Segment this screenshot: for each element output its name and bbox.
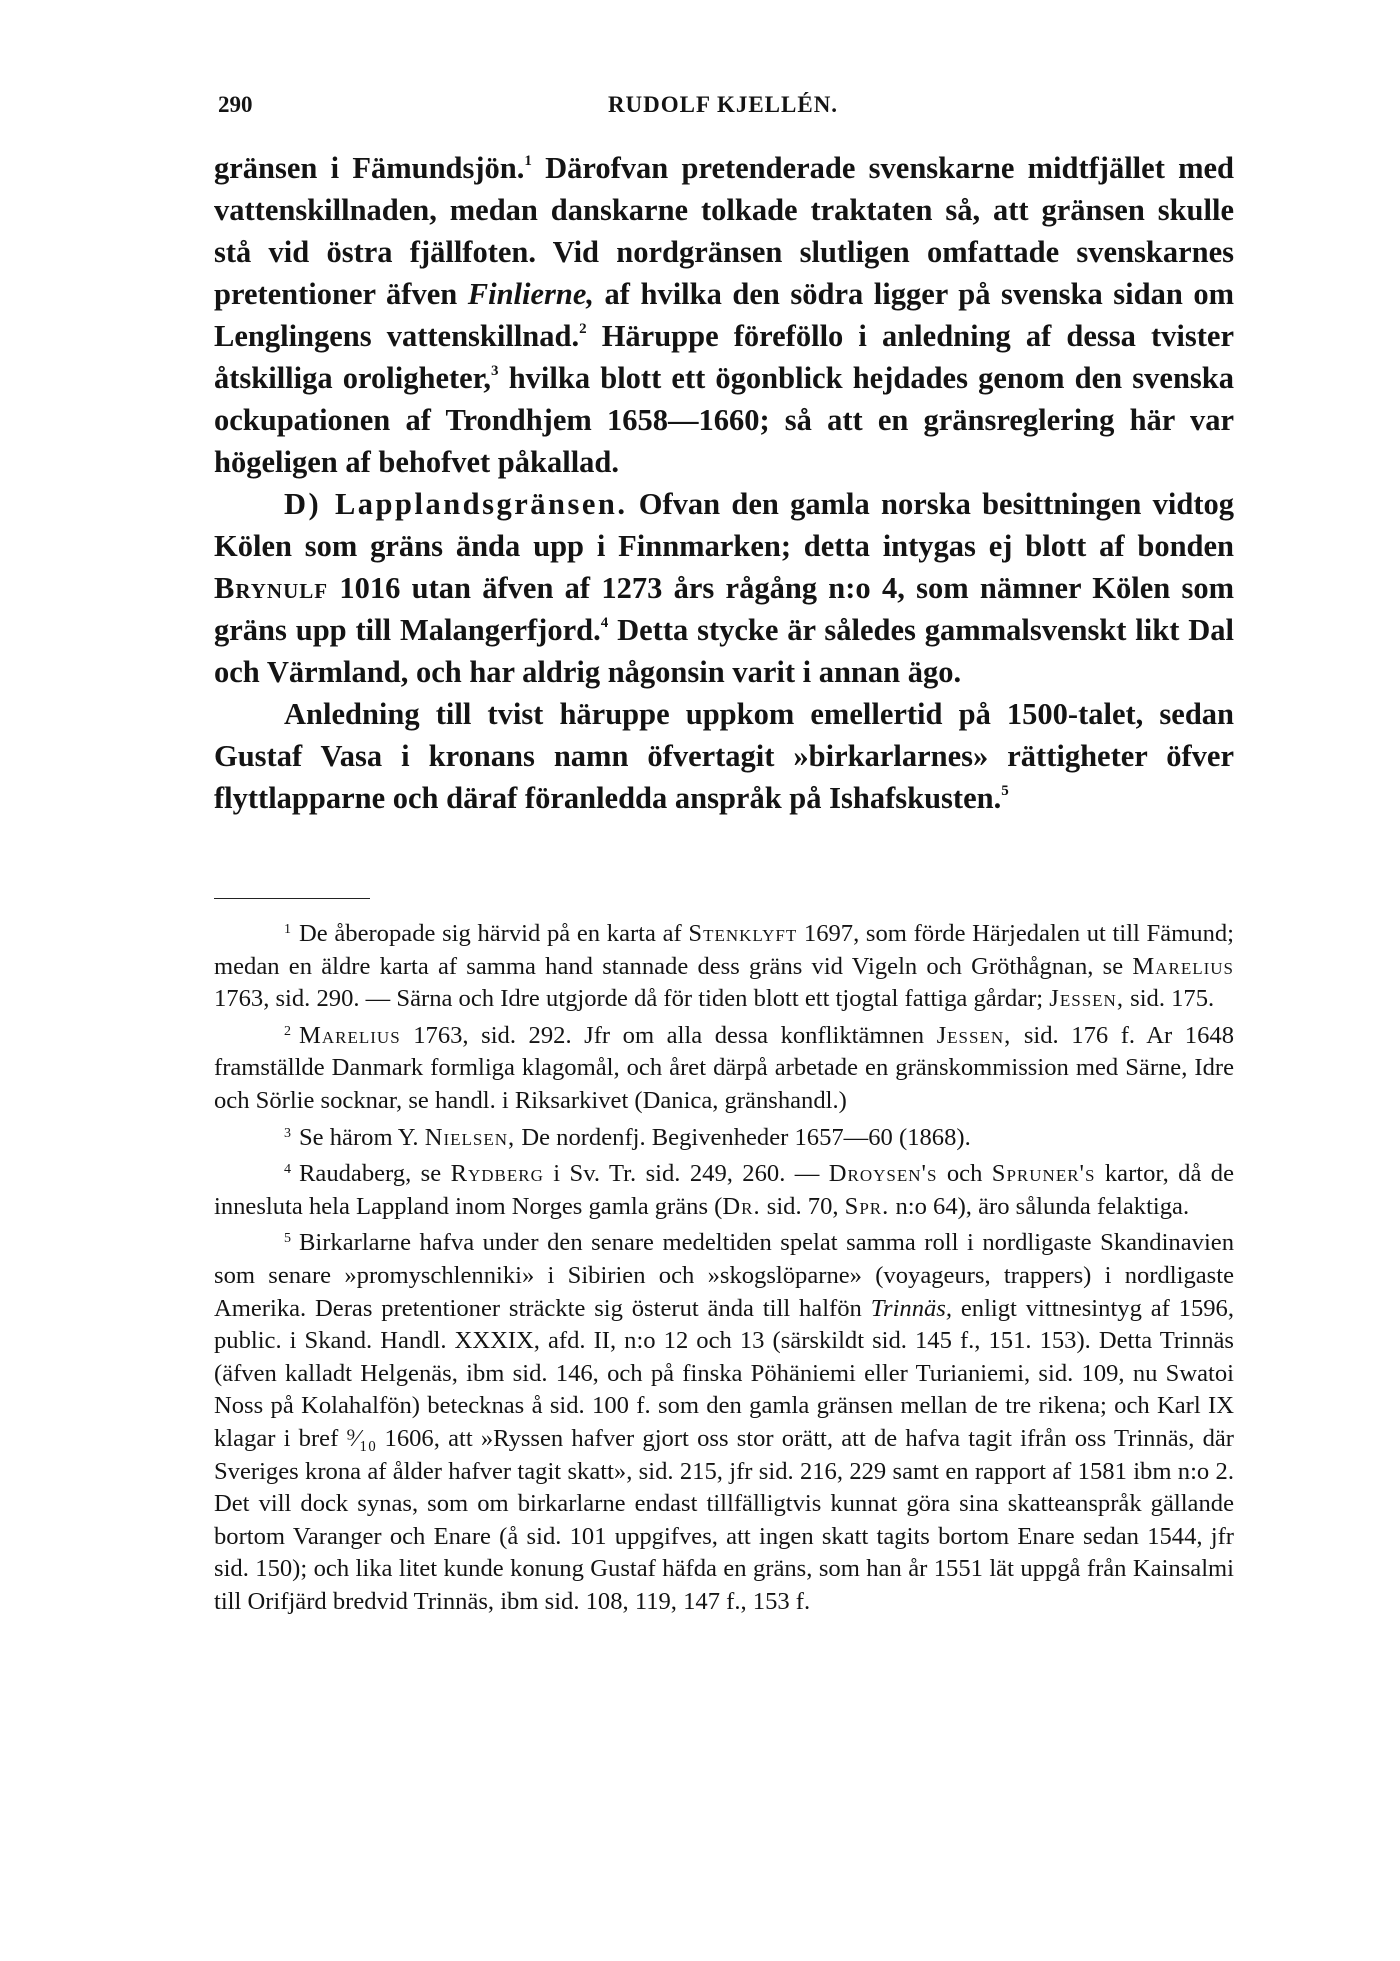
footnote-ref-1: 1	[524, 153, 532, 169]
footnote-ref-5: 5	[1001, 783, 1009, 799]
footnote-4: $^4$ Raudaberg, se Rydberg i Sv. Tr. sid. 249, 260. — Droysen's och Spruner's kartor, då de innesluta hela Lappland inom Norges gamla gräns (Dr. sid. 70, Spr. n:o 64), äro sålunda felaktiga.	[214, 1160, 1235, 1220]
paragraph-2: D) Lapplandsgränsen. Ofvan den gamla norska besittningen vidtog Kölen som gräns ända upp i Finnmarken; detta intygas ej blott af bonden Brynulf 1016 utan äfven af 1273 års rågång n:o 4, som nämner Kölen som gräns upp till Malangerfjord.$^4$ Detta stycke är således gammalsvenskt likt Dal och Värmland, och har aldrig någonsin varit i annan ägo.	[214, 487, 1235, 689]
page-number: 290	[218, 92, 253, 117]
footnote-ref-2: 2	[579, 321, 587, 337]
footnote-1: $^1$ De åberopade sig härvid på en karta af Stenklyft 1697, som förde Härjedalen ut till Fämund; medan en äldre karta af samma hand stannade dess gräns vid Vigeln och Gröthågnan, se Marelius 1763, sid. 290. — Särna och Idre utgjorde då för tiden blott ett tjogtal fattiga gårdar; Jessen, sid. 175.	[214, 920, 1235, 1013]
footnotes	[214, 914, 1234, 1618]
running-head: RUDOLF KJELLÉN.	[607, 92, 839, 117]
paragraph-3: Anledning till tvist häruppe uppkom emellertid på 1500-talet, sedan Gustaf Vasa i kronans namn öfvertagit »birkarlarnes» rättigheter öfver flyttlapparne och däraf föranledda anspråk på Ishafskusten.$^5$	[214, 697, 1234, 815]
footnote-divider	[214, 898, 370, 899]
footnote-ref-3: 3	[491, 363, 499, 379]
main-text	[214, 147, 1234, 819]
footnote-2: $^2$ Marelius 1763, sid. 292. Jfr om alla dessa konfliktämnen Jessen, sid. 176 f. Ar 1648 framställde Danmark formliga klagomål, och året därpå arbetade en gränskommission med Särne, Idre och Sörlie socknar, se handl. i Riksarkivet (Danica, gränshandl.)	[214, 1021, 1234, 1114]
section-heading: D) Lapplandsgränsen.	[284, 487, 628, 521]
page-header	[218, 92, 1228, 122]
date-fraction: ⁹⁄₁₀	[346, 1424, 377, 1452]
italic-place-name: Finlierne,	[467, 277, 595, 311]
footnote-5: $^5$ Birkarlarne hafva under den senare medeltiden spelat samma roll i nordligaste Skandinavien som senare »promyschlenniki» i Sibirien och »skogslöparne» (voyageurs, trappers) i nordligaste Amerika. Deras pretentioner sträckte sig österut ända till halfön Trinnäs, enligt vittnesintyg af 1596, public. i Skand. Handl. XXXIX, afd. II, n:o 12 och 13 (särskildt sid. 145 f., 151. 153). Detta Trinnäs (äfven kalladt Helgenäs, ibm sid. 146, och på finska Pöhäniemi eller Turianiemi, sid. 109, nu Swatoi Noss på Kolahalfön) betecknas å sid. 100 f. som den gamla gränsen mellan de tre rikena; och Karl IX klagar i bref ⁹⁄₁₀ 1606, att »Ryssen hafver gjort oss stor orätt, att de hafva tagit ifrån oss Trinnäs, där Sveriges krona af ålder hafver tagit skatt», sid. 215, jfr sid. 216, 229 samt en rapport af 1581 ibm n:o 2. Det vill dock synas, som om birkarlarne endast tillfälligtvis kunnat göra sina skatteanspråk gällande bortom Varanger och Enare (å sid. 101 uppgifves, att ingen skatt tagits bortom Enare sedan 1544, jfr sid. 150); och lika litet kunde konung Gustaf häfda en gräns, som han år 1551 lät uppgå från Kainsalmi till Orifjärd bredvid Trinnäs, ibm sid. 108, 119, 147 f., 153 f.	[214, 1229, 1235, 1615]
footnote-ref-4: 4	[600, 615, 609, 631]
footnote-3: $^3$ Se härom Y. Nielsen, De nordenfj. Begivenheder 1657—60 (1868).	[284, 1123, 971, 1151]
paragraph-1: gränsen i Fämundsjön.$^1$ Därofvan pretenderade svenskarne midtfjället med vattenskillnaden, medan danskarne tolkade traktaten så, att gränsen skulle stå vid östra fjällfoten. Vid nordgränsen slutligen omfattade svenskarnes pretentioner äfven Finlierne, af hvilka den södra ligger på svenska sidan om Lenglingens vattenskillnad.$^2$ Häruppe föreföllo i anledning af dessa tvister åtskilliga oroligheter,$^3$ hvilka blott ett ögonblick hejdades genom den svenska ockupationen af Trondhjem 1658—1660; så att en gränsreglering här var högeligen af behofvet påkallad.	[214, 151, 1234, 479]
person-name: Brynulf	[214, 571, 329, 605]
